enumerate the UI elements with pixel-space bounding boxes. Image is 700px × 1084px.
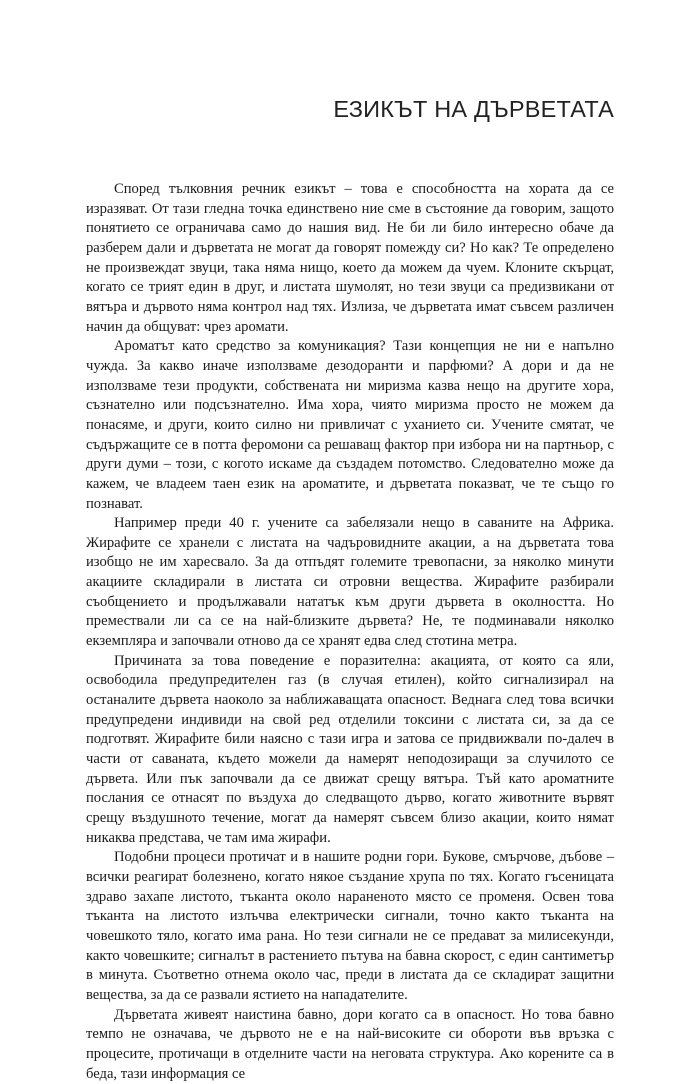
paragraph: Подобни процеси протичат и в нашите родни гори. Букове, смърчове, дъбове – всички реагират болезнено, когато някое създание хрупа по тях. Когато гъсеницата здраво захапе листото, тъканта около нараненото място се променя. Освен това тъканта на листото излъчва електрически сигнали, точно както тъканта на човешкото тяло, когато има рана. Но тези сигнали не се предават за милисекунди, както човешките; сигналът в растението пътува на бавна скорост, с един сантиметър в минута. Съответно отнема около час, преди в листата да се складират защитни вещества, за да се развали ястието на нападателите. — [86, 849, 614, 1003]
paragraph: Причината за това поведение е поразителна: акацията, от която са яли, освободила предупредителен газ (в случая етилен), който сигнализирал на останалите дървета наоколо за наближаващата опасност. Веднага след това всички предупредени индивиди на свой ред отделили токсини с листата си, за да се подготвят. Жирафите били наясно с тази игра и затова се придвижвали по-далеч в части от саваната, където можели да намерят неподозиращи за случилото се дървета. Или пък започвали да се движат срещу вятъра. Тъй като ароматните послания се отнасят по въздуха до следващото дърво, когато животните вървят срещу въздушното течение, могат да намерят съвсем близо акации, които нямат никаква представа, че там има жирафи. — [86, 652, 614, 846]
chapter-title: ЕЗИКЪТ НА ДЪРВЕТАТА — [333, 96, 614, 122]
chapter-body — [86, 180, 614, 1084]
paragraph: Ароматът като средство за комуникация? Тази концепция не ни е напълно чужда. За какво иначе използваме дезодоранти и парфюми? А дори и да не използваме тези продукти, собствената ни миризма казва нещо на другите хора, съзнателно или подсъзнателно. Има хора, чиято миризма просто не можем да понасяме, и други, които силно ни привличат с уханието си. Учените смятат, че съдържащите се в потта феромони са решаващ фактор при избора ни на партньор, с други думи – този, с когото искаме да създадем потомство. Следователно може да кажем, че владеем таен език на ароматите, и дърветата показват, че те също го познават. — [86, 338, 614, 512]
paragraph: Според тълковния речник езикът – това е способността на хората да се изразяват. От тази гледна точка единствено ние сме в състояние да говорим, защото понятието се ограничава само до нашия вид. Не би ли било интересно обаче да разберем дали и дърветата не могат да говорят помежду си? Но как? Те определено не произвеждат звуци, така няма нищо, което да можем да чуем. Клоните скърцат, когато се трият един в друг, и листата шумолят, но тези звуци са предизвикани от вятъра и дървото няма контрол над тях. Излиза, че дърветата имат съвсем различен начин да общуват: чрез аромати. — [86, 181, 614, 335]
paragraph: Дърветата живеят наистина бавно, дори когато са в опасност. Но това бавно темпо не означава, че дървото не е на най-високите си обороти във връзка с процесите, протичащи в отделните части на неговата структура. Ако корените са в беда, тази информация се — [86, 1006, 614, 1082]
paragraph: Например преди 40 г. учените са забелязали нещо в саваните на Африка. Жирафите се хранели с листата на чадъровидните акации, а на дърветата това изобщо не им харесвало. За да отпъдят големите тревопасни, за няколко минути акациите складирали в листата си отровни вещества. Жирафите разбирали съобщението и продължавали нататък към други дървета в околността. Но премествали ли са се на най-близките дървета? Не, те подминавали няколко екземпляра и започвали отново да се хранят едва след стотина метра. — [86, 515, 614, 650]
